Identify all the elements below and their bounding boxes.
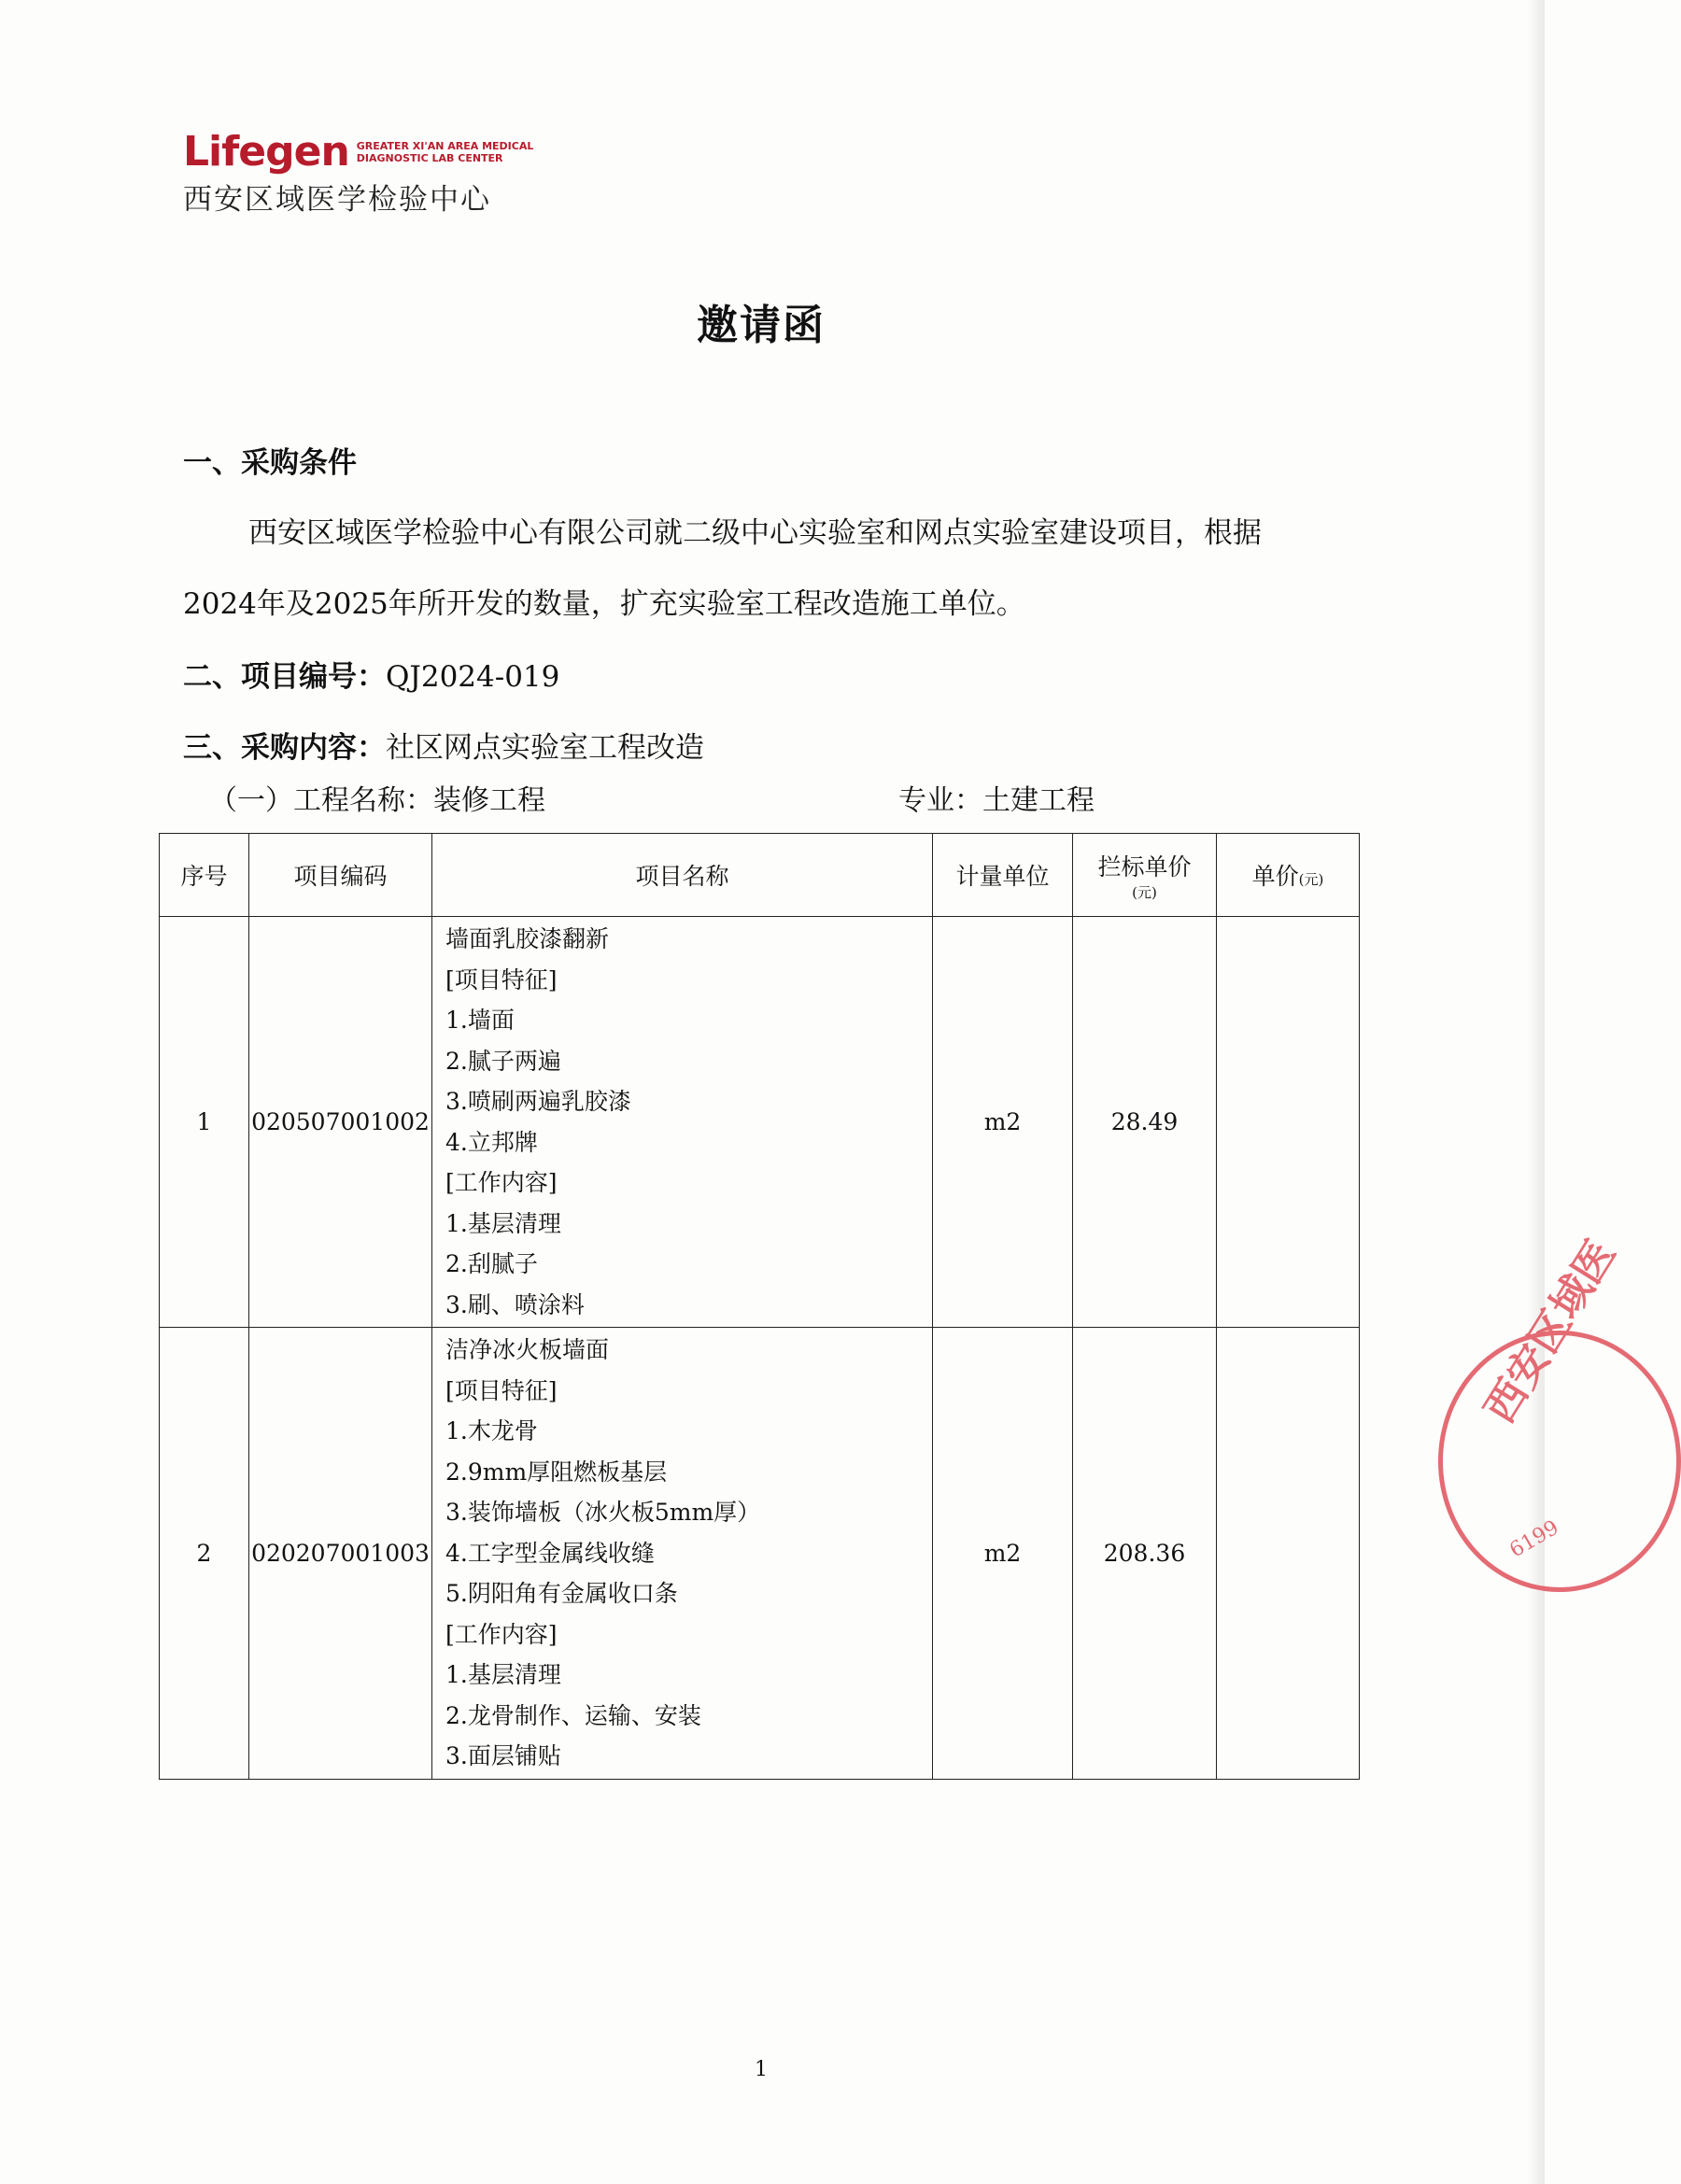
section-3-heading: 三、采购内容： — [183, 731, 386, 765]
row-unit-price[interactable] — [1217, 1328, 1360, 1780]
seal-number: 6199 — [1505, 1515, 1563, 1563]
section-1-heading: 一、采购条件 — [183, 446, 357, 480]
header-code: 项目编码 — [249, 834, 432, 917]
page-title: 邀请函 — [697, 302, 826, 349]
row-unit-price[interactable] — [1217, 917, 1360, 1328]
row-unit: m2 — [933, 1328, 1073, 1780]
row-bid-price: 208.36 — [1073, 1328, 1217, 1780]
project-number: QJ2024-019 — [386, 660, 560, 694]
row-code: 020507001002 — [249, 917, 432, 1328]
company-logo — [183, 128, 534, 218]
header-bid-price: 拦标单价 (元) — [1073, 834, 1217, 917]
table-header-row — [160, 834, 1360, 917]
row-seq: 1 — [160, 917, 249, 1328]
procurement-content: 社区网点实验室工程改造 — [386, 731, 704, 765]
row-item-description: 洁净冰火板墙面 [项目特征] 1.木龙骨 2.9mm厚阻燃板基层 3.装饰墙板（冰火板5mm厚） 4.工字型金属线收缝 5.阴阳角有金属收口条 [工作内容] 1.基层清理 2.龙骨制作、运输、安装 3.面层铺贴 — [432, 1328, 933, 1780]
header-unit: 计量单位 — [933, 834, 1073, 917]
pricing-table — [159, 833, 1360, 1780]
header-name: 项目名称 — [432, 834, 933, 917]
page-edge-shadow — [1528, 0, 1545, 2184]
page-number: 1 — [755, 2058, 768, 2081]
section-2-heading: 二、项目编号： — [183, 660, 386, 694]
sub-project-specialty: 专业：土建工程 — [898, 784, 1095, 817]
sub-project-name: （一）工程名称：装修工程 — [209, 784, 545, 817]
header-unit-price: 单价(元) — [1217, 834, 1360, 917]
logo-chinese-name: 西安区域医学检验中心 — [183, 183, 491, 217]
company-seal-stamp — [1438, 1232, 1681, 1592]
row-unit: m2 — [933, 917, 1073, 1328]
logo-wordmark: Lifegen — [183, 128, 349, 176]
section-2 — [183, 658, 559, 696]
seal-text: 西安区域医 — [1476, 1232, 1626, 1431]
row-seq: 2 — [160, 1328, 249, 1780]
section-1-paragraph-line-2: 2024年及2025年所开发的数量，扩充实验室工程改造施工单位。 — [183, 587, 1025, 621]
section-1-paragraph-line-1: 西安区域医学检验中心有限公司就二级中心实验室和网点实验室建设项目，根据 — [248, 516, 1262, 550]
row-code: 020207001003 — [249, 1328, 432, 1780]
row-bid-price: 28.49 — [1073, 917, 1217, 1328]
logo-subtitle: GREATER XI'AN AREA MEDICAL DIAGNOSTIC LAB CENTER — [356, 140, 534, 164]
table-row — [160, 917, 1360, 1328]
table-row — [160, 1328, 1360, 1780]
section-3 — [183, 729, 704, 767]
header-seq: 序号 — [160, 834, 249, 917]
row-item-description: 墙面乳胶漆翻新 [项目特征] 1.墙面 2.腻子两遍 3.喷刷两遍乳胶漆 4.立邦牌 [工作内容] 1.基层清理 2.刮腻子 3.刷、喷涂料 — [432, 917, 933, 1328]
